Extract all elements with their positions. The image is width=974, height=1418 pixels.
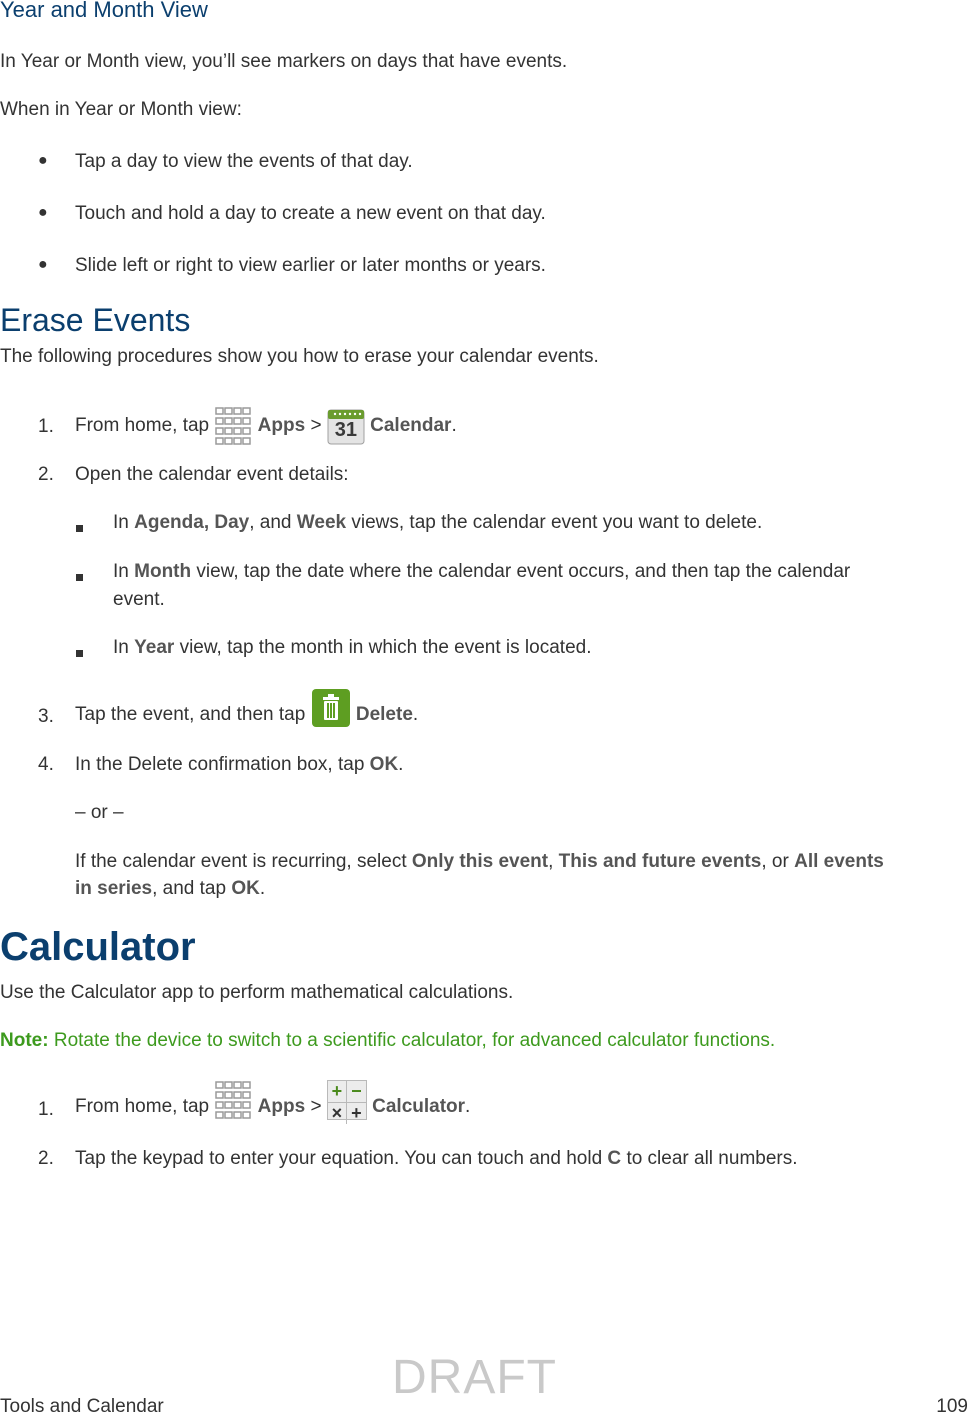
calc-minus-glyph: − (347, 1081, 366, 1103)
ok-label: OK (231, 878, 260, 899)
year-month-intro: In Year or Month view, you’ll see markers on days that have events. (0, 51, 568, 72)
step-text: to clear all numbers. (626, 1148, 798, 1169)
step-number: 4. (38, 754, 54, 775)
year-month-when: When in Year or Month view: (0, 99, 242, 120)
note-label: Note: (0, 1030, 49, 1051)
gt-sign: > (310, 1096, 322, 1117)
calculator-step-2 (75, 1148, 798, 1170)
trash-icon (311, 688, 351, 728)
calculator-icon (327, 1080, 367, 1123)
sub-bold: Year (134, 637, 175, 658)
sub-bold: Agenda, Day (134, 512, 250, 533)
recurring-line-2 (75, 878, 265, 900)
step-number: 1. (38, 1099, 54, 1120)
calendar-icon (327, 407, 365, 445)
erase-step-3 (75, 684, 418, 728)
list-item: Touch and hold a day to create a new event on that day. (75, 203, 546, 224)
sub-bold: Month (134, 561, 192, 582)
step-number: 2. (38, 1148, 54, 1169)
punctuation: . (398, 754, 404, 775)
sub-step-month-continued: event. (113, 589, 165, 610)
erase-events-intro: The following procedures show you how to erase your calendar events. (0, 346, 599, 367)
sub-step-year (113, 637, 591, 659)
recurring-line-1 (75, 851, 884, 873)
sub-bold: Week (296, 512, 347, 533)
calculator-step-1 (75, 1076, 471, 1123)
apps-label: Apps (257, 1096, 306, 1117)
calculator-intro: Use the Calculator app to perform mathematical calculations. (0, 982, 514, 1003)
step-text: From home, tap (75, 1096, 210, 1117)
ok-label: OK (369, 754, 399, 775)
gt-sign: > (310, 415, 322, 436)
step-text: In the Delete confirmation box, tap (75, 754, 365, 775)
clear-key-label: C (607, 1148, 622, 1169)
step-text: Tap the event, and then tap (75, 704, 306, 725)
footer-section-title: Tools and Calendar (0, 1396, 164, 1417)
sub-text: In (113, 561, 129, 582)
calendar-label: Calendar (370, 415, 452, 436)
sub-text: view, tap the month in which the event is located. (179, 637, 592, 658)
apps-label: Apps (257, 415, 306, 436)
bullet-icon: ● (38, 204, 48, 221)
punctuation: . (451, 415, 457, 436)
step-text: If the calendar event is recurring, select (75, 851, 407, 872)
delete-label: Delete (355, 704, 413, 725)
erase-step-2: Open the calendar event details: (75, 464, 349, 485)
calc-plus-glyph-2: + (351, 1103, 362, 1123)
sub-step-agenda (113, 512, 762, 534)
erase-step-4 (75, 754, 403, 776)
apps-grid-icon (214, 406, 252, 446)
step-text: , and tap (152, 878, 227, 899)
step-number: 3. (38, 706, 54, 727)
note-text: Rotate the device to switch to a scientific calculator, for advanced calculator functions. (53, 1030, 776, 1051)
step-number: 2. (38, 464, 54, 485)
bullet-icon: ● (38, 152, 48, 169)
square-bullet-icon (76, 568, 83, 586)
apps-grid-icon (214, 1080, 252, 1120)
step-text: From home, tap (75, 415, 210, 436)
section-heading-erase-events: Erase Events (0, 302, 191, 338)
calc-plus-glyph: + (328, 1081, 347, 1103)
punctuation: , (548, 851, 554, 872)
calc-times-glyph: × (328, 1103, 347, 1124)
bullet-icon: ● (38, 256, 48, 273)
calculator-label: Calculator (372, 1096, 466, 1117)
calculator-note (0, 1030, 775, 1052)
list-item: Tap a day to view the events of that day. (75, 151, 413, 172)
step-text: Tap the keypad to enter your equation. You can touch and hold (75, 1148, 603, 1169)
option-this-and-future: This and future events (558, 851, 762, 872)
calendar-icon-date: 31 (334, 419, 357, 441)
section-heading-calculator: Calculator (0, 925, 196, 969)
sub-text: In (113, 512, 129, 533)
draft-watermark: DRAFT (392, 1351, 557, 1404)
square-bullet-icon (76, 519, 83, 537)
sub-text: In (113, 637, 129, 658)
punctuation: . (412, 704, 419, 725)
step-number: 1. (38, 416, 54, 437)
list-item: Slide left or right to view earlier or later months or years. (75, 255, 546, 276)
sub-text: views, tap the calendar event you want to delete. (351, 512, 763, 533)
page-number: 109 (936, 1396, 968, 1417)
sub-step-month (113, 561, 850, 583)
square-bullet-icon (76, 644, 83, 662)
punctuation: , or (761, 851, 789, 872)
option-only-this-event: Only this event (411, 851, 549, 872)
or-separator: – or – (75, 802, 124, 823)
option-all-events-cont: in series (75, 878, 153, 899)
erase-step-1 (75, 406, 457, 446)
punctuation: . (259, 878, 266, 899)
sub-text: , and (249, 512, 292, 533)
punctuation: . (465, 1096, 471, 1117)
option-all-events: All events (794, 851, 884, 872)
section-heading-year-month: Year and Month View (0, 0, 208, 22)
sub-text: view, tap the date where the calendar event occurs, and then tap the calendar (196, 561, 851, 582)
